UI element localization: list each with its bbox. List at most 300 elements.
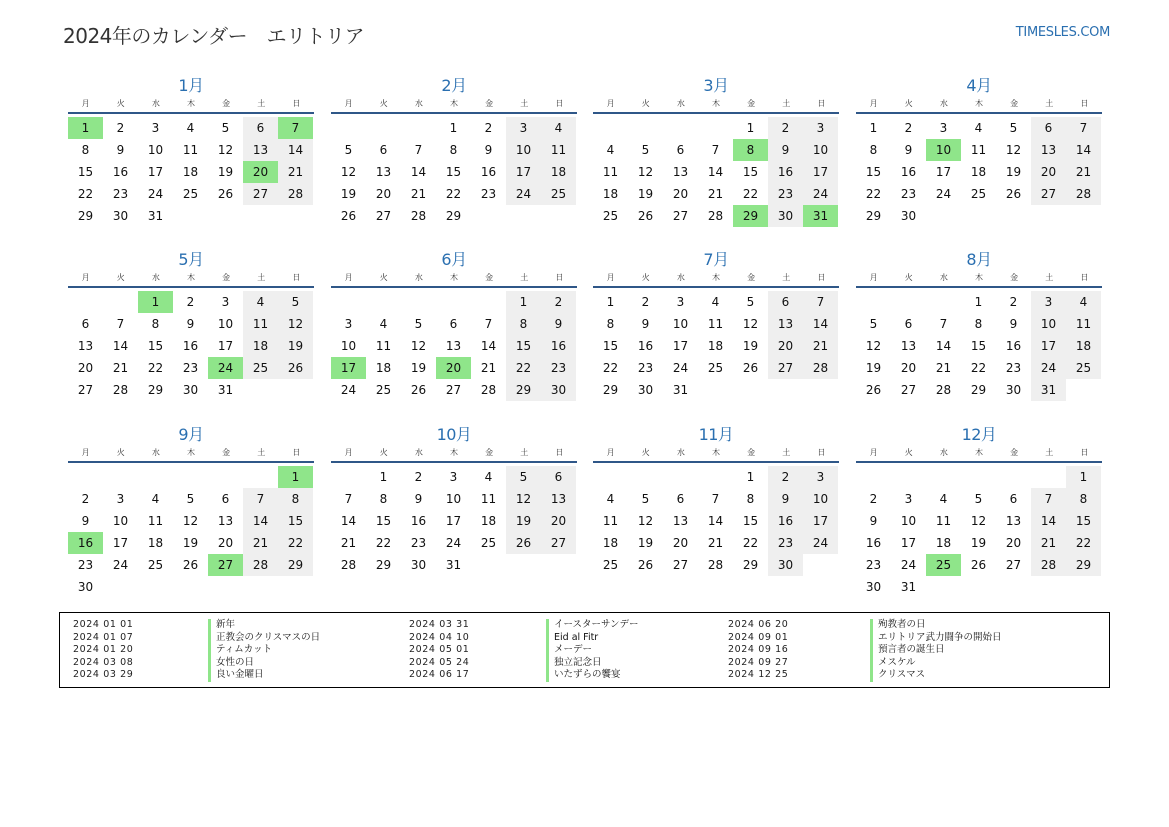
day-cell: 29 bbox=[1066, 554, 1101, 576]
empty-cell bbox=[366, 117, 401, 139]
day-cell: 24 bbox=[672, 361, 689, 375]
day-cell: 3 bbox=[676, 295, 685, 309]
day-cell: 8 bbox=[869, 143, 878, 157]
day-cell: 30 bbox=[865, 580, 882, 594]
day-cell: 6 bbox=[904, 317, 913, 331]
day-grid bbox=[593, 466, 839, 576]
day-cell: 21 bbox=[803, 335, 838, 357]
empty-cell bbox=[891, 291, 926, 313]
weekday-label: 火 bbox=[379, 273, 388, 282]
day-cell: 23 bbox=[768, 183, 803, 205]
weekday-label: 火 bbox=[641, 448, 650, 457]
weekday-label: 火 bbox=[641, 273, 650, 282]
day-cell: 12 bbox=[278, 313, 313, 335]
legend-name-column bbox=[546, 619, 639, 682]
day-grid bbox=[68, 291, 314, 401]
day-cell: 23 bbox=[410, 536, 427, 550]
day-cell: 1 bbox=[449, 121, 458, 135]
empty-cell bbox=[593, 466, 628, 488]
day-cell: 24 bbox=[445, 536, 462, 550]
holiday-day-cell: 24 bbox=[208, 357, 243, 379]
day-grid bbox=[856, 466, 1102, 598]
day-cell: 28 bbox=[1031, 554, 1066, 576]
weekday-label: 月 bbox=[344, 448, 353, 457]
holiday-date: 2024 01 07 bbox=[73, 631, 134, 643]
holiday-day-cell: 17 bbox=[331, 357, 366, 379]
day-cell: 6 bbox=[676, 143, 685, 157]
weekday-label: 金 bbox=[1010, 99, 1019, 108]
day-cell: 16 bbox=[865, 536, 882, 550]
month-7 bbox=[593, 248, 839, 401]
day-cell: 21 bbox=[112, 361, 129, 375]
empty-cell bbox=[926, 466, 961, 488]
day-cell: 16 bbox=[900, 165, 917, 179]
day-cell: 27 bbox=[445, 383, 462, 397]
day-cell: 21 bbox=[707, 536, 724, 550]
weekday-label: 土 bbox=[257, 99, 266, 108]
day-cell: 3 bbox=[803, 117, 838, 139]
weekday-label: 金 bbox=[485, 99, 494, 108]
day-cell: 17 bbox=[112, 536, 129, 550]
holiday-name: イースターサンデー bbox=[546, 619, 639, 632]
month-1 bbox=[68, 74, 314, 227]
day-cell: 6 bbox=[1031, 117, 1066, 139]
weekday-label: 木 bbox=[186, 448, 195, 457]
weekday-label: 金 bbox=[222, 273, 231, 282]
day-cell: 31 bbox=[1031, 379, 1066, 401]
day-cell: 16 bbox=[182, 339, 199, 353]
day-cell: 15 bbox=[865, 165, 882, 179]
day-cell: 21 bbox=[480, 361, 497, 375]
weekday-label: 火 bbox=[641, 99, 650, 108]
day-cell: 23 bbox=[900, 187, 917, 201]
day-cell: 15 bbox=[506, 335, 541, 357]
empty-cell bbox=[103, 291, 138, 313]
weekday-label: 金 bbox=[1010, 448, 1019, 457]
weekday-label: 水 bbox=[939, 273, 948, 282]
empty-cell bbox=[138, 466, 173, 488]
day-cell: 11 bbox=[480, 492, 497, 506]
day-cell: 28 bbox=[243, 554, 278, 576]
day-cell: 17 bbox=[506, 161, 541, 183]
day-cell: 11 bbox=[243, 313, 278, 335]
day-cell: 31 bbox=[672, 383, 689, 397]
day-cell: 11 bbox=[182, 143, 199, 157]
day-cell: 29 bbox=[147, 383, 164, 397]
day-cell: 7 bbox=[939, 317, 948, 331]
day-cell: 25 bbox=[602, 209, 619, 223]
month-title: 1月 bbox=[178, 76, 204, 95]
day-cell: 6 bbox=[379, 143, 388, 157]
month-4 bbox=[856, 74, 1102, 227]
day-cell: 25 bbox=[1066, 357, 1101, 379]
day-cell: 7 bbox=[414, 143, 423, 157]
weekday-label: 日 bbox=[1080, 448, 1089, 457]
day-cell: 3 bbox=[221, 295, 230, 309]
day-cell: 13 bbox=[445, 339, 462, 353]
weekday-label: 水 bbox=[939, 99, 948, 108]
day-cell: 26 bbox=[742, 361, 759, 375]
weekday-label: 水 bbox=[151, 448, 160, 457]
day-cell: 2 bbox=[484, 121, 493, 135]
day-cell: 15 bbox=[1066, 510, 1101, 532]
day-cell: 30 bbox=[410, 558, 427, 572]
holiday-day-cell: 29 bbox=[733, 205, 768, 227]
day-cell: 16 bbox=[541, 335, 576, 357]
day-cell: 9 bbox=[641, 317, 650, 331]
weekday-label: 土 bbox=[520, 99, 529, 108]
day-cell: 28 bbox=[803, 357, 838, 379]
weekday-header bbox=[68, 272, 314, 288]
day-cell: 14 bbox=[803, 313, 838, 335]
weekday-label: 土 bbox=[520, 273, 529, 282]
day-cell: 18 bbox=[375, 361, 392, 375]
holiday-date: 2024 05 24 bbox=[409, 656, 470, 668]
day-cell: 1 bbox=[746, 121, 755, 135]
weekday-label: 日 bbox=[817, 273, 826, 282]
day-cell: 15 bbox=[445, 165, 462, 179]
day-cell: 2 bbox=[641, 295, 650, 309]
day-cell: 22 bbox=[602, 361, 619, 375]
day-cell: 12 bbox=[970, 514, 987, 528]
month-title: 10月 bbox=[436, 425, 472, 444]
holiday-day-cell: 1 bbox=[278, 466, 313, 488]
day-cell: 21 bbox=[340, 536, 357, 550]
weekday-label: 火 bbox=[379, 448, 388, 457]
weekday-label: 土 bbox=[520, 448, 529, 457]
day-cell: 27 bbox=[77, 383, 94, 397]
day-cell: 3 bbox=[449, 470, 458, 484]
holiday-name: 独立記念日 bbox=[546, 657, 639, 670]
day-cell: 22 bbox=[375, 536, 392, 550]
empty-cell bbox=[471, 291, 506, 313]
day-cell: 6 bbox=[221, 492, 230, 506]
day-cell: 9 bbox=[904, 143, 913, 157]
empty-cell bbox=[173, 466, 208, 488]
day-cell: 12 bbox=[410, 339, 427, 353]
day-cell: 11 bbox=[602, 514, 619, 528]
day-cell: 14 bbox=[410, 165, 427, 179]
day-cell: 10 bbox=[1031, 313, 1066, 335]
day-cell: 20 bbox=[1031, 161, 1066, 183]
empty-cell bbox=[103, 466, 138, 488]
weekday-label: 土 bbox=[257, 273, 266, 282]
holiday-day-cell: 31 bbox=[803, 205, 838, 227]
holiday-name: いたずらの饗宴 bbox=[546, 669, 639, 682]
weekday-label: 水 bbox=[676, 448, 685, 457]
day-cell: 30 bbox=[1005, 383, 1022, 397]
day-cell: 14 bbox=[707, 514, 724, 528]
page-title: 2024年のカレンダー エリトリア bbox=[63, 24, 365, 48]
day-cell: 12 bbox=[182, 514, 199, 528]
day-cell: 8 bbox=[278, 488, 313, 510]
day-cell: 18 bbox=[243, 335, 278, 357]
day-cell: 10 bbox=[900, 514, 917, 528]
holiday-date: 2024 01 20 bbox=[73, 644, 134, 656]
day-cell: 13 bbox=[900, 339, 917, 353]
day-cell: 27 bbox=[768, 357, 803, 379]
holiday-day-cell: 25 bbox=[926, 554, 961, 576]
day-cell: 14 bbox=[707, 165, 724, 179]
day-cell: 1 bbox=[606, 295, 615, 309]
holiday-day-cell: 20 bbox=[243, 161, 278, 183]
day-cell: 11 bbox=[935, 514, 952, 528]
day-cell: 27 bbox=[541, 532, 576, 554]
month-2 bbox=[331, 74, 577, 227]
day-cell: 19 bbox=[506, 510, 541, 532]
day-cell: 14 bbox=[935, 339, 952, 353]
day-cell: 24 bbox=[147, 187, 164, 201]
weekday-label: 金 bbox=[747, 273, 756, 282]
weekday-label: 金 bbox=[485, 273, 494, 282]
weekday-label: 金 bbox=[1010, 273, 1019, 282]
day-cell: 30 bbox=[768, 554, 803, 576]
empty-cell bbox=[436, 291, 471, 313]
holiday-day-cell: 1 bbox=[68, 117, 103, 139]
day-cell: 6 bbox=[676, 492, 685, 506]
weekday-label: 月 bbox=[81, 273, 90, 282]
day-cell: 23 bbox=[182, 361, 199, 375]
day-cell: 22 bbox=[506, 357, 541, 379]
day-cell: 15 bbox=[278, 510, 313, 532]
weekday-label: 水 bbox=[151, 99, 160, 108]
weekday-label: 火 bbox=[904, 448, 913, 457]
day-cell: 19 bbox=[410, 361, 427, 375]
weekday-label: 月 bbox=[344, 99, 353, 108]
day-cell: 16 bbox=[637, 339, 654, 353]
weekday-label: 木 bbox=[449, 99, 458, 108]
holiday-date: 2024 04 10 bbox=[409, 631, 470, 643]
day-cell: 27 bbox=[375, 209, 392, 223]
day-cell: 13 bbox=[375, 165, 392, 179]
day-cell: 24 bbox=[506, 183, 541, 205]
day-cell: 4 bbox=[484, 470, 493, 484]
day-cell: 29 bbox=[375, 558, 392, 572]
day-cell: 8 bbox=[379, 492, 388, 506]
holiday-legend bbox=[59, 612, 1110, 688]
holiday-name: メーデー bbox=[546, 644, 639, 657]
day-cell: 30 bbox=[637, 383, 654, 397]
empty-cell bbox=[628, 117, 663, 139]
day-cell: 23 bbox=[637, 361, 654, 375]
day-cell: 5 bbox=[746, 295, 755, 309]
day-cell: 28 bbox=[707, 209, 724, 223]
holiday-day-cell: 7 bbox=[278, 117, 313, 139]
day-cell: 24 bbox=[112, 558, 129, 572]
day-cell: 10 bbox=[803, 488, 838, 510]
weekday-label: 金 bbox=[485, 448, 494, 457]
holiday-name: 殉教者の日 bbox=[870, 619, 1002, 632]
day-cell: 18 bbox=[541, 161, 576, 183]
day-cell: 5 bbox=[869, 317, 878, 331]
weekday-header bbox=[593, 447, 839, 463]
day-cell: 26 bbox=[970, 558, 987, 572]
weekday-label: 日 bbox=[817, 99, 826, 108]
day-cell: 3 bbox=[116, 492, 125, 506]
day-cell: 13 bbox=[217, 514, 234, 528]
weekday-label: 月 bbox=[606, 273, 615, 282]
day-cell: 31 bbox=[217, 383, 234, 397]
month-title: 5月 bbox=[178, 250, 204, 269]
day-cell: 16 bbox=[410, 514, 427, 528]
day-cell: 18 bbox=[480, 514, 497, 528]
weekday-label: 水 bbox=[676, 273, 685, 282]
month-8 bbox=[856, 248, 1102, 401]
day-cell: 22 bbox=[742, 187, 759, 201]
month-title: 2月 bbox=[441, 76, 467, 95]
weekday-label: 月 bbox=[606, 99, 615, 108]
holiday-day-cell: 27 bbox=[208, 554, 243, 576]
day-cell: 25 bbox=[480, 536, 497, 550]
empty-cell bbox=[593, 117, 628, 139]
weekday-header bbox=[331, 98, 577, 114]
day-cell: 30 bbox=[182, 383, 199, 397]
month-3 bbox=[593, 74, 839, 227]
day-cell: 7 bbox=[803, 291, 838, 313]
day-cell: 22 bbox=[1066, 532, 1101, 554]
site-link[interactable]: TIMESLES.COM bbox=[1015, 25, 1110, 40]
day-grid bbox=[331, 466, 577, 576]
day-cell: 7 bbox=[1031, 488, 1066, 510]
day-cell: 11 bbox=[375, 339, 392, 353]
day-cell: 15 bbox=[77, 165, 94, 179]
empty-cell bbox=[331, 117, 366, 139]
day-cell: 27 bbox=[672, 209, 689, 223]
day-grid bbox=[856, 291, 1102, 401]
day-cell: 19 bbox=[217, 165, 234, 179]
day-cell: 2 bbox=[869, 492, 878, 506]
day-cell: 16 bbox=[112, 165, 129, 179]
day-cell: 15 bbox=[602, 339, 619, 353]
day-cell: 1 bbox=[974, 295, 983, 309]
weekday-label: 金 bbox=[747, 448, 756, 457]
day-cell: 19 bbox=[637, 187, 654, 201]
weekday-label: 日 bbox=[555, 273, 564, 282]
day-cell: 13 bbox=[672, 514, 689, 528]
day-grid bbox=[68, 117, 314, 227]
weekday-label: 土 bbox=[782, 99, 791, 108]
weekday-label: 木 bbox=[974, 273, 983, 282]
day-cell: 9 bbox=[116, 143, 125, 157]
weekday-label: 水 bbox=[151, 273, 160, 282]
day-cell: 30 bbox=[768, 205, 803, 227]
day-cell: 28 bbox=[480, 383, 497, 397]
day-cell: 28 bbox=[340, 558, 357, 572]
day-cell: 2 bbox=[541, 291, 576, 313]
day-cell: 13 bbox=[1031, 139, 1066, 161]
day-grid bbox=[593, 117, 839, 227]
day-cell: 12 bbox=[742, 317, 759, 331]
empty-cell bbox=[208, 466, 243, 488]
day-cell: 2 bbox=[1009, 295, 1018, 309]
day-cell: 28 bbox=[707, 558, 724, 572]
weekday-label: 日 bbox=[292, 99, 301, 108]
holiday-date: 2024 06 20 bbox=[728, 619, 789, 630]
day-cell: 27 bbox=[1031, 183, 1066, 205]
weekday-label: 日 bbox=[817, 448, 826, 457]
weekday-header bbox=[68, 98, 314, 114]
day-cell: 1 bbox=[746, 470, 755, 484]
day-cell: 9 bbox=[869, 514, 878, 528]
weekday-header bbox=[331, 272, 577, 288]
day-cell: 30 bbox=[900, 209, 917, 223]
holiday-date: 2024 06 17 bbox=[409, 669, 470, 681]
day-cell: 11 bbox=[147, 514, 164, 528]
day-cell: 6 bbox=[541, 466, 576, 488]
day-cell: 8 bbox=[449, 143, 458, 157]
day-cell: 18 bbox=[970, 165, 987, 179]
weekday-label: 金 bbox=[222, 99, 231, 108]
day-cell: 14 bbox=[112, 339, 129, 353]
weekday-label: 木 bbox=[449, 273, 458, 282]
day-cell: 29 bbox=[970, 383, 987, 397]
day-cell: 29 bbox=[506, 379, 541, 401]
day-cell: 19 bbox=[182, 536, 199, 550]
weekday-label: 日 bbox=[1080, 273, 1089, 282]
day-cell: 21 bbox=[1066, 161, 1101, 183]
day-cell: 4 bbox=[939, 492, 948, 506]
day-cell: 14 bbox=[243, 510, 278, 532]
day-cell: 29 bbox=[742, 558, 759, 572]
legend-date-column bbox=[409, 619, 529, 682]
day-cell: 9 bbox=[1009, 317, 1018, 331]
day-cell: 14 bbox=[480, 339, 497, 353]
day-cell: 26 bbox=[340, 209, 357, 223]
holiday-day-cell: 8 bbox=[733, 139, 768, 161]
month-title: 7月 bbox=[703, 250, 729, 269]
day-cell: 20 bbox=[217, 536, 234, 550]
day-cell: 12 bbox=[637, 514, 654, 528]
day-cell: 4 bbox=[974, 121, 983, 135]
legend-name-column bbox=[208, 619, 320, 682]
day-cell: 2 bbox=[904, 121, 913, 135]
day-cell: 29 bbox=[278, 554, 313, 576]
day-cell: 18 bbox=[182, 165, 199, 179]
month-9 bbox=[68, 423, 314, 598]
day-cell: 23 bbox=[768, 532, 803, 554]
day-cell: 29 bbox=[445, 209, 462, 223]
month-10 bbox=[331, 423, 577, 576]
weekday-label: 土 bbox=[1045, 448, 1054, 457]
holiday-date: 2024 03 29 bbox=[73, 669, 134, 681]
holiday-name: クリスマス bbox=[870, 669, 1002, 682]
holiday-name: 正教会のクリスマスの日 bbox=[208, 632, 320, 645]
holiday-date: 2024 09 01 bbox=[728, 631, 789, 643]
day-cell: 25 bbox=[602, 558, 619, 572]
day-cell: 10 bbox=[672, 317, 689, 331]
day-cell: 23 bbox=[77, 558, 94, 572]
day-cell: 22 bbox=[278, 532, 313, 554]
holiday-name: 新年 bbox=[208, 619, 320, 632]
day-cell: 20 bbox=[768, 335, 803, 357]
day-cell: 27 bbox=[672, 558, 689, 572]
weekday-label: 木 bbox=[974, 448, 983, 457]
day-cell: 20 bbox=[1005, 536, 1022, 550]
day-cell: 23 bbox=[1005, 361, 1022, 375]
holiday-name: 良い金曜日 bbox=[208, 669, 320, 682]
month-title: 9月 bbox=[178, 425, 204, 444]
holiday-date: 2024 12 25 bbox=[728, 669, 789, 681]
day-cell: 16 bbox=[768, 161, 803, 183]
holiday-name: ティムカット bbox=[208, 644, 320, 657]
day-cell: 13 bbox=[243, 139, 278, 161]
day-cell: 8 bbox=[506, 313, 541, 335]
weekday-label: 土 bbox=[782, 448, 791, 457]
day-cell: 18 bbox=[602, 187, 619, 201]
day-cell: 24 bbox=[900, 558, 917, 572]
month-title: 4月 bbox=[966, 76, 992, 95]
day-cell: 4 bbox=[1066, 291, 1101, 313]
